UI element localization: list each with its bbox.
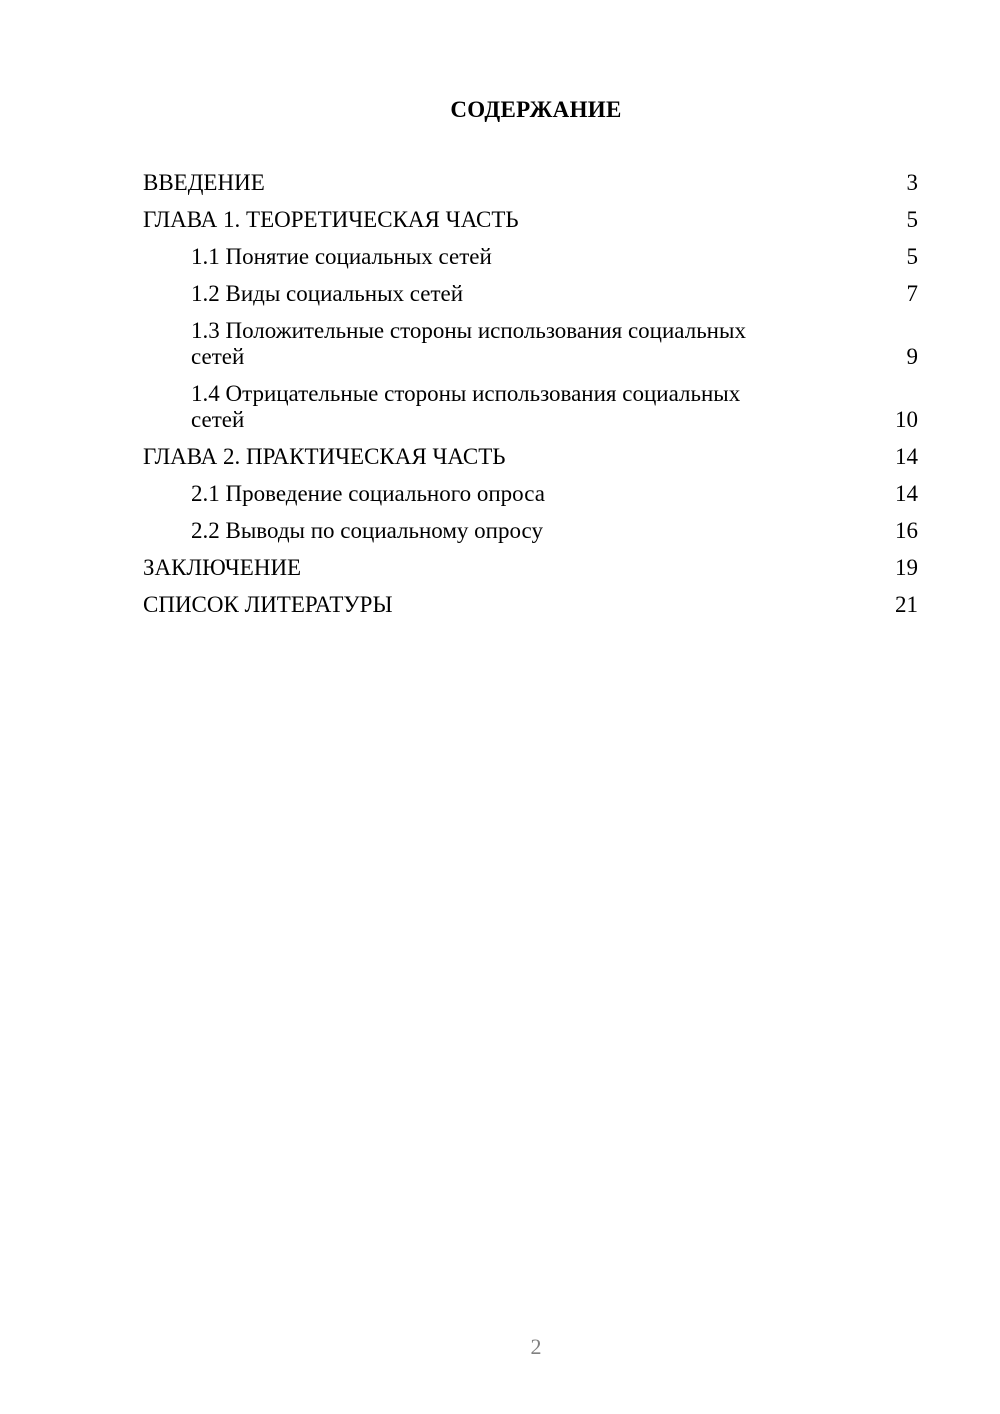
toc-entry-page: 21 — [895, 592, 918, 617]
toc-entry-section-2-2[interactable] — [143, 518, 918, 544]
toc-entry-section-1-3[interactable] — [143, 318, 918, 370]
toc-entry-references[interactable] — [143, 592, 918, 618]
toc-entry-page: 19 — [895, 555, 918, 580]
toc-entry-page: 5 — [906, 244, 918, 269]
toc-entry-title: 2.2 Выводы по социальному опросу — [191, 518, 543, 543]
toc-entry-title: ГЛАВА 2. ПРАКТИЧЕСКАЯ ЧАСТЬ — [143, 444, 506, 469]
toc-entry-title: 1.3 Положительные стороны использования социальных сетей — [191, 318, 746, 369]
toc-entry-page: 14 — [895, 481, 918, 506]
toc-entry-page: 16 — [895, 518, 918, 543]
page-number: 2 — [530, 1334, 542, 1359]
table-of-contents — [143, 170, 918, 629]
toc-entry-title: ГЛАВА 1. ТЕОРЕТИЧЕСКАЯ ЧАСТЬ — [143, 207, 519, 232]
toc-entry-introduction[interactable] — [143, 170, 918, 196]
toc-entry-section-1-1[interactable] — [143, 244, 918, 270]
toc-entry-page: 9 — [906, 344, 918, 369]
toc-entry-section-1-4[interactable] — [143, 381, 918, 433]
toc-entry-chapter-2[interactable] — [143, 444, 918, 470]
toc-entry-conclusion[interactable] — [143, 555, 918, 581]
page-title: СОДЕРЖАНИЕ — [450, 97, 622, 122]
toc-entry-page: 7 — [906, 281, 918, 306]
toc-entry-section-2-1[interactable] — [143, 481, 918, 507]
toc-entry-chapter-1[interactable] — [143, 207, 918, 233]
toc-entry-title: ЗАКЛЮЧЕНИЕ — [143, 555, 302, 580]
toc-entry-title: 1.2 Виды социальных сетей — [191, 281, 464, 306]
toc-entry-title: 2.1 Проведение социального опроса — [191, 481, 545, 506]
toc-entry-page: 14 — [895, 444, 918, 469]
toc-entry-title: 1.1 Понятие социальных сетей — [191, 244, 492, 269]
toc-entry-title: ВВЕДЕНИЕ — [143, 170, 265, 195]
toc-entry-page: 3 — [906, 170, 918, 195]
toc-entry-section-1-2[interactable] — [143, 281, 918, 307]
toc-entry-title: СПИСОК ЛИТЕРАТУРЫ — [143, 592, 393, 617]
toc-entry-page: 10 — [895, 407, 918, 432]
toc-entry-title: 1.4 Отрицательные стороны использования социальных сетей — [191, 381, 741, 432]
toc-entry-page: 5 — [906, 207, 918, 232]
